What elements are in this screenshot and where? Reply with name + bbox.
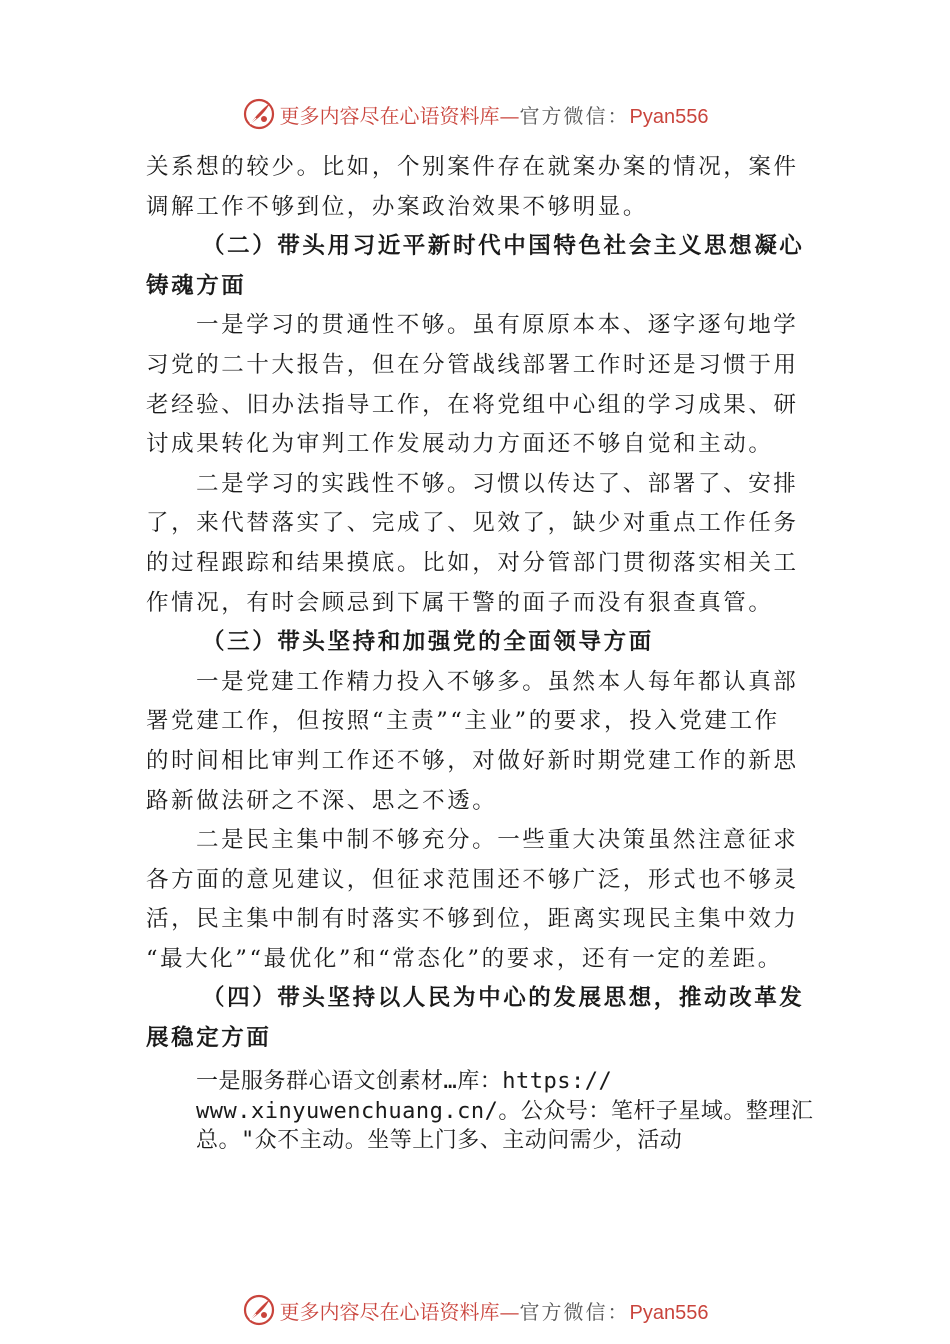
footer-banner-inner (242, 1293, 709, 1327)
body-line: 调解工作不够到位，办案政治效果不够明显。 (146, 193, 649, 220)
quill-pen-logo-icon (242, 1293, 276, 1327)
body-line: 老经验、旧办法指导工作，在将党组中心组的学习成果、研 (146, 391, 799, 418)
header-banner (0, 94, 950, 134)
tail-line: 总。"众不主动。坐等上门多、主动问需少，活动 (196, 1128, 683, 1153)
body-line: 二是民主集中制不够充分。一些重大决策虽然注意征求 (196, 827, 799, 854)
tail-text-block (196, 1067, 846, 1156)
body-line: 路新做法研之不深、思之不透。 (146, 787, 498, 814)
footer-dash: — (499, 1299, 520, 1324)
body-line: “最大化”“最优化”和“常态化”的要求，还有一定的差距。 (146, 945, 783, 972)
tail-line: 一是服务群心语文创素材…库：https:// (196, 1069, 613, 1094)
header-banner-inner (242, 97, 709, 131)
section-heading-cont: 展稳定方面 (146, 1025, 272, 1052)
body-line: 作情况，有时会顾忌到下属干警的面子而没有狠查真管。 (146, 589, 774, 616)
footer-official-label: 官方微信： (519, 1299, 630, 1324)
tail-line: www.xinyuwenchuang.cn/。公众号：笔杆子星域。整理汇 (196, 1098, 814, 1124)
body-line: 讨成果转化为审判工作发展动力方面还不够自觉和主动。 (146, 431, 774, 458)
body-line: 的时间相比审判工作还不够，对做好新时期党建工作的新思 (146, 747, 799, 774)
body-line: 的过程跟踪和结果摸底。比如，对分管部门贯彻落实相关工 (146, 549, 799, 576)
section-heading: （二）带头用习近平新时代中国特色社会主义思想凝心 (202, 233, 805, 260)
body-line: 了，来代替落实了、完成了、见效了，缺少对重点工作任务 (146, 510, 799, 537)
header-banner-text (280, 100, 709, 129)
body-line: 署党建工作，但按照“主责”“主业”的要求，投入党建工作 (146, 708, 780, 735)
header-official-label: 官方微信： (519, 103, 630, 128)
body-line: 关系想的较少。比如，个别案件存在就案办案的情况，案件 (146, 154, 799, 180)
footer-banner-text (280, 1296, 709, 1325)
header-dash: — (499, 103, 520, 128)
body-line: 二是学习的实践性不够。习惯以传达了、部署了、安排 (196, 470, 799, 497)
body-line: 习党的二十大报告，但在分管战线部署工作时还是习惯于用 (146, 351, 799, 378)
footer-wechat-id: Pyan556 (629, 1301, 709, 1324)
section-heading: （三）带头坚持和加强党的全面领导方面 (202, 629, 654, 656)
footer-brand-text: 更多内容尽在心语资料库 (279, 1299, 500, 1324)
body-line: 活，民主集中制有时落实不够到位，距离实现民主集中效力 (146, 906, 799, 933)
body-line: 一是学习的贯通性不够。虽有原原本本、逐字逐句地学 (196, 312, 799, 339)
document-body (146, 148, 814, 1059)
header-brand-text: 更多内容尽在心语资料库 (279, 103, 500, 128)
body-line: 各方面的意见建议，但征求范围还不够广泛，形式也不够灵 (146, 866, 799, 893)
footer-banner (0, 1290, 950, 1330)
body-line: 一是党建工作精力投入不够多。虽然本人每年都认真部 (196, 668, 799, 695)
section-heading-cont: 铸魂方面 (146, 272, 247, 299)
section-heading: （四）带头坚持以人民为中心的发展思想，推动改革发 (202, 985, 805, 1012)
header-wechat-id: Pyan556 (629, 105, 709, 128)
quill-pen-logo-icon (242, 97, 276, 131)
